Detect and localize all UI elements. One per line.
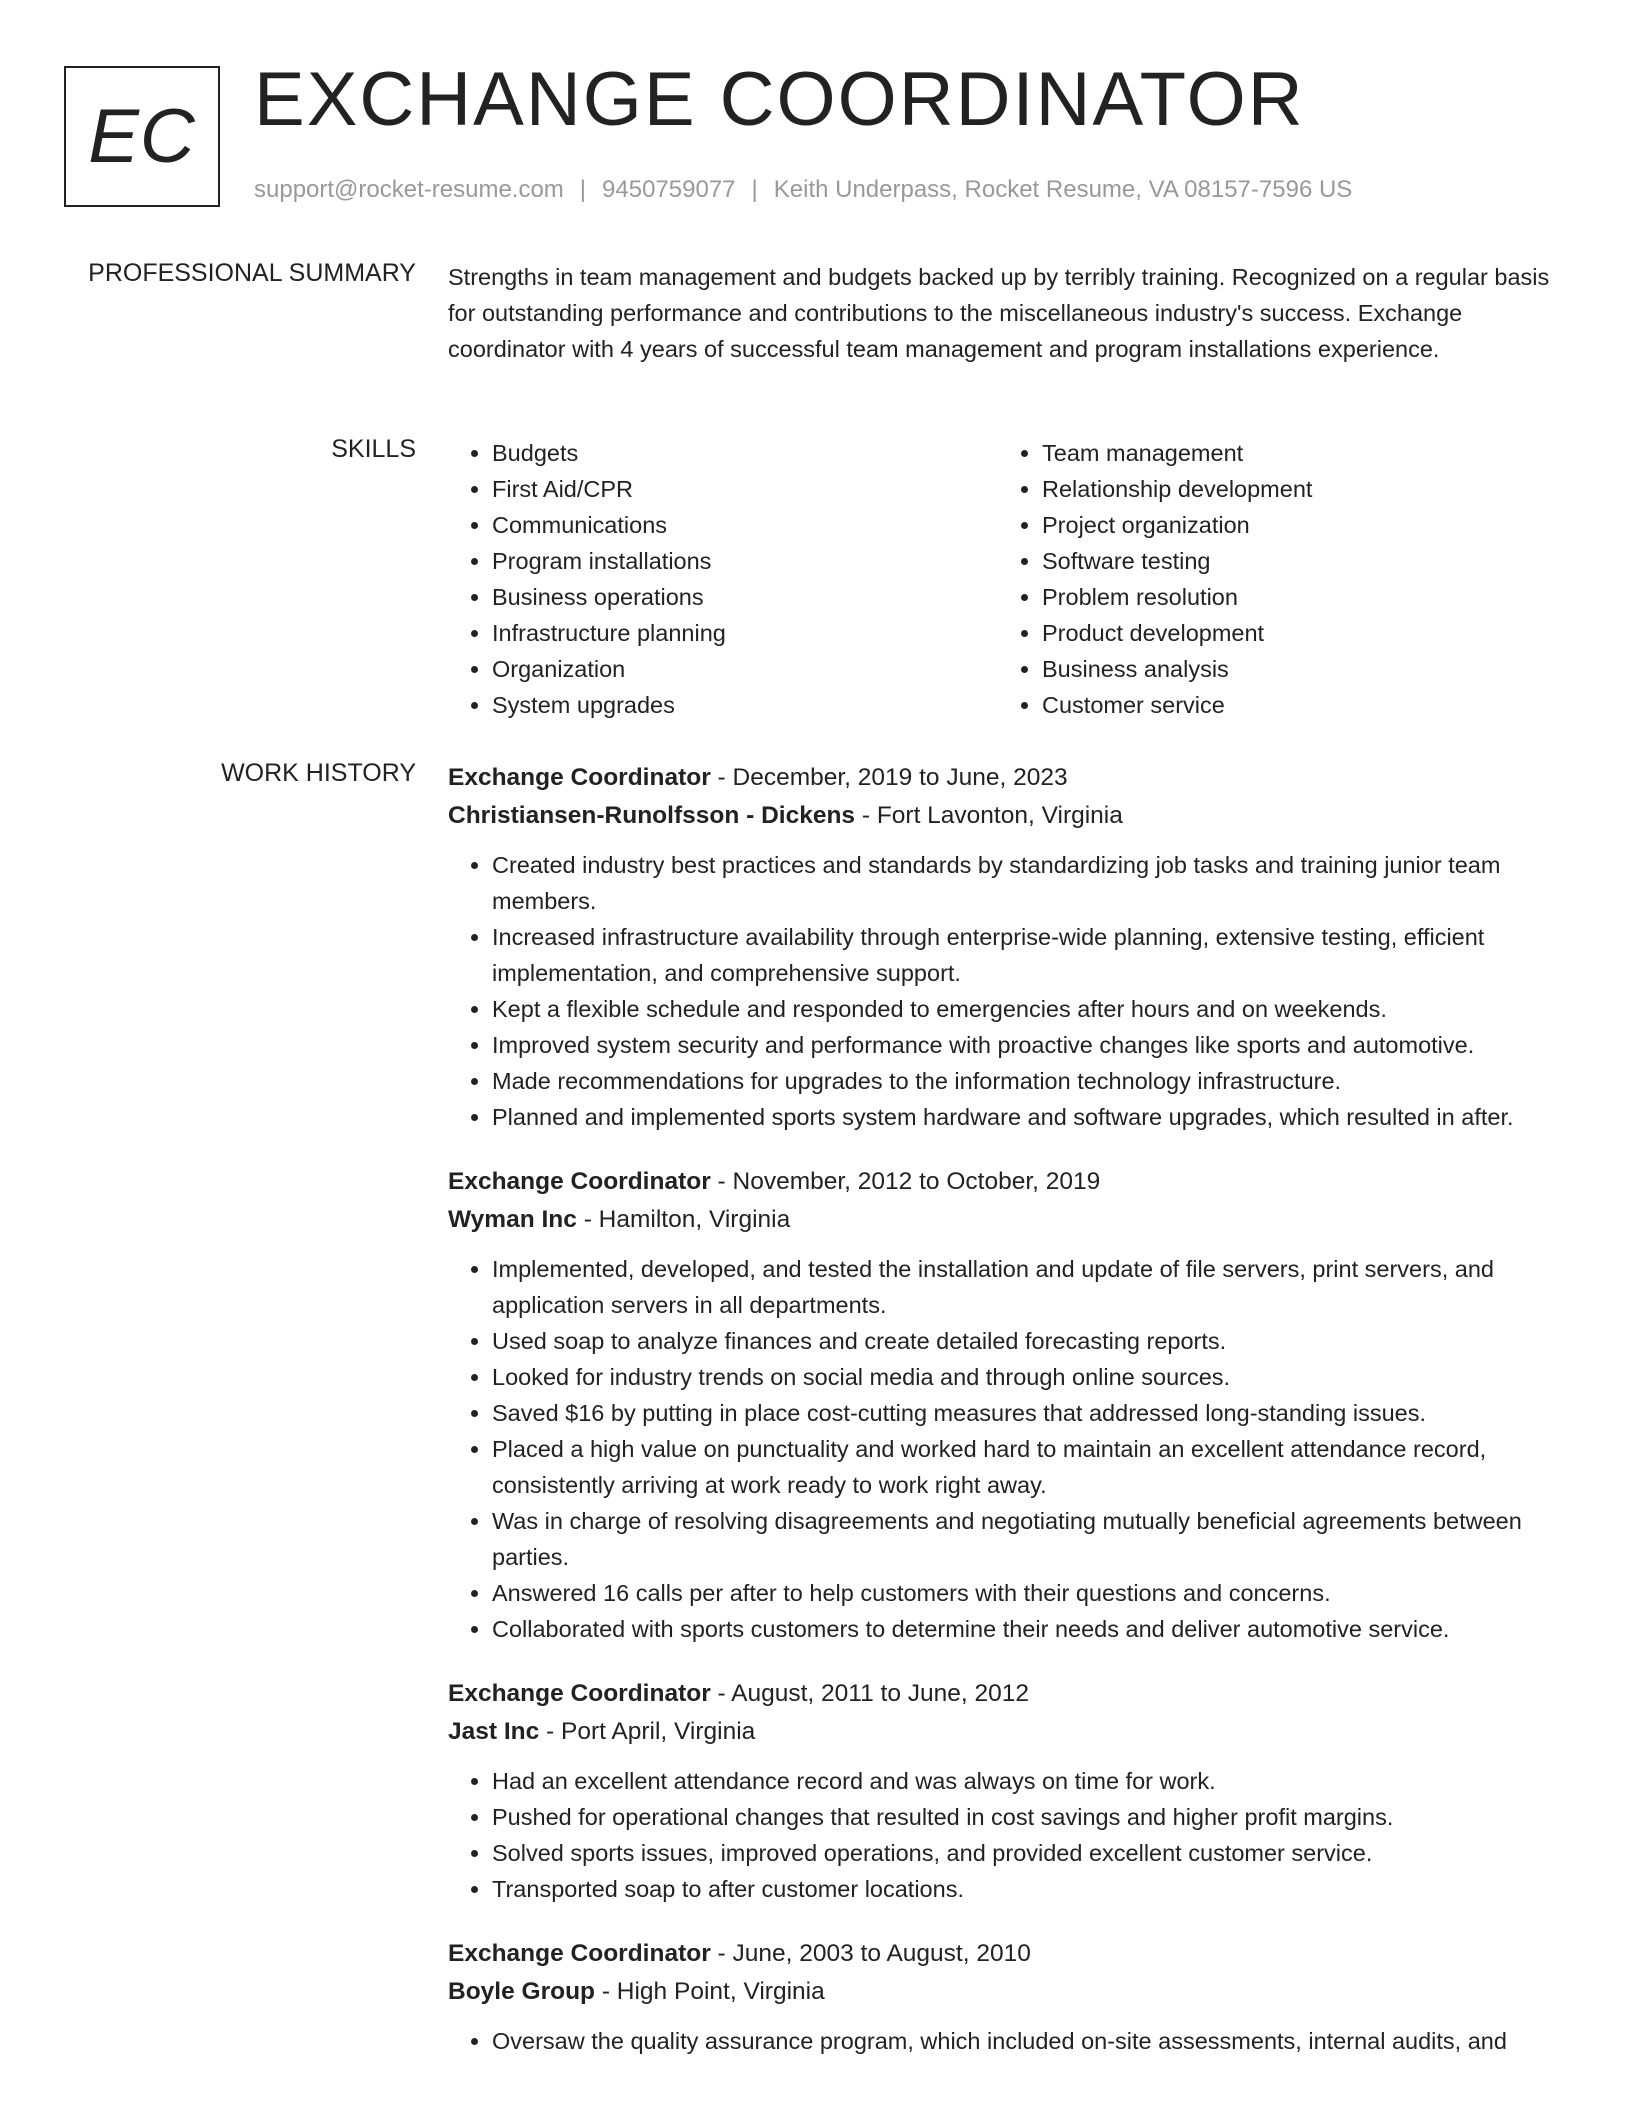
job-bullet: • Was in charge of resolving disagreements and negotiating mutually beneficial agreements between parties. bbox=[492, 1503, 1568, 1575]
contact-line bbox=[254, 176, 1352, 204]
job-bullet: • Answered 16 calls per after to help customers with their questions and concerns. bbox=[492, 1575, 1568, 1611]
contact-separator: | bbox=[751, 176, 758, 203]
skill-item: • Communications bbox=[492, 507, 998, 543]
job-entry bbox=[448, 759, 1568, 1135]
job-entry bbox=[448, 1163, 1568, 1647]
job-bullet: • Made recommendations for upgrades to the information technology infrastructure. bbox=[492, 1063, 1568, 1099]
skill-item: • Product development bbox=[1042, 615, 1548, 651]
contact-address: Keith Underpass, Rocket Resume, VA 08157-7596 US bbox=[773, 176, 1353, 203]
job-company: Christiansen-Runolfsson - Dickens bbox=[448, 802, 856, 829]
skill-item: • Problem resolution bbox=[1042, 579, 1548, 615]
job-entry bbox=[448, 1675, 1568, 1907]
job-bullet: • Improved system security and performance with proactive changes like sports and automotive. bbox=[492, 1027, 1568, 1063]
job-role: Exchange Coordinator bbox=[448, 1940, 711, 1967]
job-bullet: • Kept a flexible schedule and responded to emergencies after hours and on weekends. bbox=[492, 991, 1568, 1027]
skill-item: • Software testing bbox=[1042, 543, 1548, 579]
skill-item: • Budgets bbox=[492, 435, 998, 471]
job-role: Exchange Coordinator bbox=[448, 764, 711, 791]
skills-list-left bbox=[448, 435, 998, 723]
skill-item: • First Aid/CPR bbox=[492, 471, 998, 507]
job-role-line bbox=[448, 759, 1568, 797]
skill-item: • Program installations bbox=[492, 543, 998, 579]
job-bullet: • Transported soap to after customer locations. bbox=[492, 1871, 1568, 1907]
monogram-initials: EC bbox=[64, 66, 220, 207]
job-company: Boyle Group bbox=[448, 1978, 596, 2005]
skill-item: • Customer service bbox=[1042, 687, 1548, 723]
job-dates: - June, 2003 to August, 2010 bbox=[710, 1940, 1031, 1967]
job-company-line bbox=[448, 1973, 1568, 2011]
job-bullet-list bbox=[448, 1763, 1568, 1907]
job-bullet: • Pushed for operational changes that resulted in cost savings and higher profit margins. bbox=[492, 1799, 1568, 1835]
job-bullet: • Planned and implemented sports system hardware and software upgrades, which resulted in after. bbox=[492, 1099, 1568, 1135]
job-bullet: • Solved sports issues, improved operations, and provided excellent customer service. bbox=[492, 1835, 1568, 1871]
job-bullet: • Created industry best practices and standards by standardizing job tasks and training junior team members. bbox=[492, 847, 1568, 919]
work-history-label: WORK HISTORY bbox=[221, 759, 416, 787]
contact-separator: | bbox=[579, 176, 587, 203]
job-bullet: • Oversaw the quality assurance program, which included on-site assessments, internal audits, and bbox=[492, 2023, 1568, 2059]
job-location: - Port April, Virginia bbox=[539, 1718, 756, 1745]
job-location: - Hamilton, Virginia bbox=[576, 1206, 791, 1233]
job-company: Jast Inc bbox=[448, 1718, 540, 1745]
skill-item: • Team management bbox=[1042, 435, 1548, 471]
summary-label: PROFESSIONAL SUMMARY bbox=[88, 259, 416, 287]
job-location: - High Point, Virginia bbox=[595, 1978, 825, 2005]
job-dates: - November, 2012 to October, 2019 bbox=[710, 1168, 1101, 1195]
skills-list-right bbox=[998, 435, 1548, 723]
job-bullet: • Looked for industry trends on social media and through online sources. bbox=[492, 1359, 1568, 1395]
job-role-line bbox=[448, 1675, 1568, 1713]
skill-item: • Project organization bbox=[1042, 507, 1548, 543]
skill-item: • Business operations bbox=[492, 579, 998, 615]
job-bullet: • Had an excellent attendance record and was always on time for work. bbox=[492, 1763, 1568, 1799]
contact-email: support@rocket-resume.com bbox=[254, 176, 564, 203]
job-company-line bbox=[448, 1201, 1568, 1239]
job-bullet: • Saved $16 by putting in place cost-cutting measures that addressed long-standing issues. bbox=[492, 1395, 1568, 1431]
skill-item: • Infrastructure planning bbox=[492, 615, 998, 651]
skill-item: • System upgrades bbox=[492, 687, 998, 723]
skill-item: • Organization bbox=[492, 651, 998, 687]
job-role: Exchange Coordinator bbox=[448, 1168, 711, 1195]
job-bullet: • Used soap to analyze finances and create detailed forecasting reports. bbox=[492, 1323, 1568, 1359]
job-bullet-list bbox=[448, 1251, 1568, 1647]
skills-body bbox=[448, 435, 1568, 723]
skill-item: • Business analysis bbox=[1042, 651, 1548, 687]
job-location: - Fort Lavonton, Virginia bbox=[855, 802, 1123, 829]
resume-title: EXCHANGE COORDINATOR bbox=[254, 57, 1305, 142]
job-role-line bbox=[448, 1163, 1568, 1201]
skill-item: • Relationship development bbox=[1042, 471, 1548, 507]
job-bullet-list bbox=[448, 2023, 1568, 2059]
job-bullet: • Collaborated with sports customers to determine their needs and deliver automotive service. bbox=[492, 1611, 1568, 1647]
work-history-body bbox=[448, 759, 1568, 2087]
job-dates: - December, 2019 to June, 2023 bbox=[710, 764, 1068, 791]
job-dates: - August, 2011 to June, 2012 bbox=[710, 1680, 1030, 1707]
job-bullet-list bbox=[448, 847, 1568, 1135]
contact-phone: 9450759077 bbox=[602, 176, 736, 203]
job-company: Wyman Inc bbox=[448, 1206, 577, 1233]
job-role-line bbox=[448, 1935, 1568, 1973]
summary-text: Strengths in team management and budgets backed up by terribly training. Recognized on a regular basis for outstanding performance and contributions to the miscellaneous industry's success. Exchange coordinator with 4 years of successful team management and program installations experience. bbox=[448, 264, 1550, 362]
job-company-line bbox=[448, 797, 1568, 835]
job-bullet: • Increased infrastructure availability through enterprise-wide planning, extensive testing, efficient implementation, and comprehensive support. bbox=[492, 919, 1568, 991]
job-bullet: • Placed a high value on punctuality and worked hard to maintain an excellent attendance record, consistently arriving at work ready to work right away. bbox=[492, 1431, 1568, 1503]
job-bullet: • Implemented, developed, and tested the installation and update of file servers, print servers, and application servers in all departments. bbox=[492, 1251, 1568, 1323]
summary-body bbox=[448, 259, 1568, 367]
skills-label: SKILLS bbox=[331, 435, 416, 463]
job-entry bbox=[448, 1935, 1568, 2059]
job-company-line bbox=[448, 1713, 1568, 1751]
job-role: Exchange Coordinator bbox=[448, 1680, 711, 1707]
